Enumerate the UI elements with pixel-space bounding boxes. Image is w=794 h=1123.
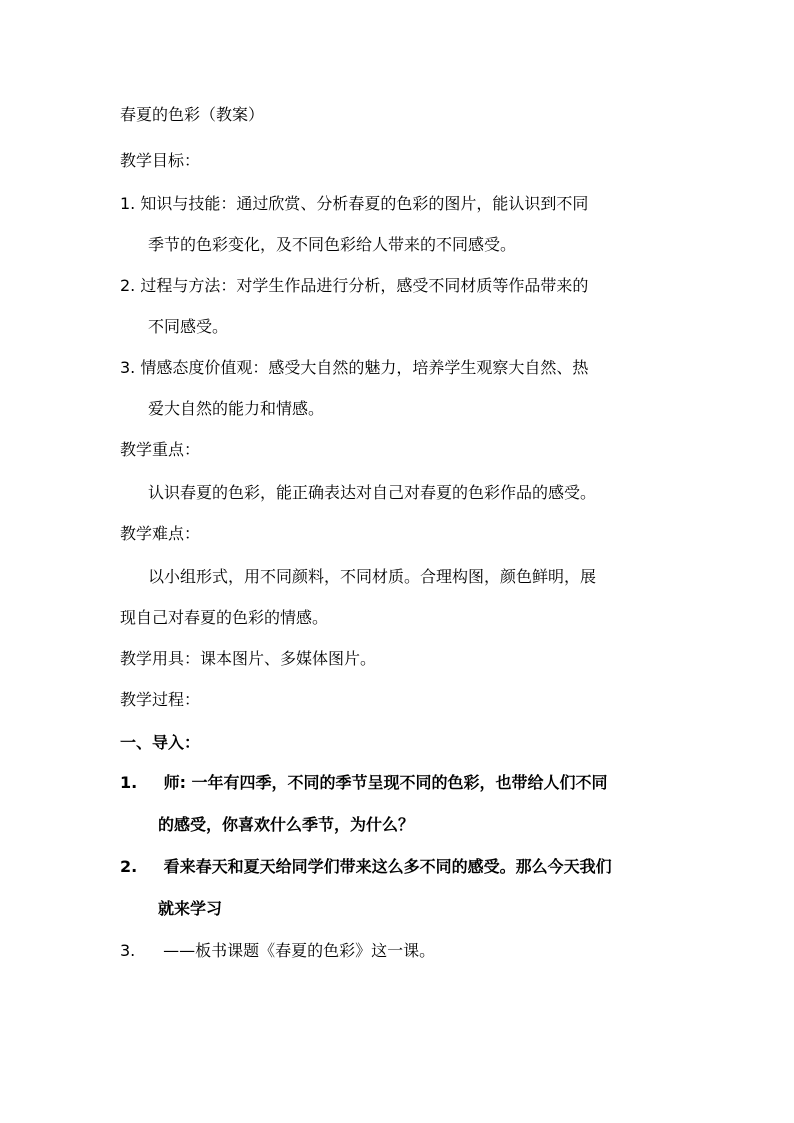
intro-item-2-continued: 就来学习 <box>158 899 223 918</box>
objective-item-3-continued: 爱大自然的能力和情感。 <box>148 399 325 418</box>
objective-number: 3. <box>120 358 136 377</box>
intro-number: 3. <box>120 941 136 960</box>
intro-text: 师: 一年有四季，不同的季节呈现不同的色彩，也带给人们不同 <box>163 773 608 792</box>
key-points-heading: 教学重点： <box>120 440 201 459</box>
intro-number: 2. <box>120 857 138 876</box>
objective-text: 过程与方法：对学生作品进行分析，感受不同材质等作品带来的 <box>140 276 589 295</box>
teaching-tools: 教学用具：课本图片、多媒体图片。 <box>120 649 377 668</box>
process-heading: 教学过程： <box>120 690 201 709</box>
intro-item-1-continued: 的感受，你喜欢什么季节，为什么？ <box>158 815 415 834</box>
difficulties-text: 以小组形式，用不同颜料，不同材质。合理构图，颜色鲜明，展 <box>148 567 597 586</box>
intro-item-1 <box>120 773 608 793</box>
objectives-heading: 教学目标： <box>120 151 201 170</box>
key-points-text: 认识春夏的色彩，能正确表达对自己对春夏的色彩作品的感受。 <box>148 483 597 502</box>
objective-number: 1. <box>120 194 136 213</box>
objective-text: 情感态度价值观：感受大自然的魅力，培养学生观察大自然、热 <box>140 358 589 377</box>
intro-text: ——板书课题《春夏的色彩》这一课。 <box>163 941 436 960</box>
document-title: 春夏的色彩（教案） <box>120 105 265 124</box>
intro-number: 1. <box>120 773 138 792</box>
objective-item-2 <box>120 276 588 296</box>
objective-item-1-continued: 季节的色彩变化，及不同色彩给人带来的不同感受。 <box>148 235 517 254</box>
intro-item-3 <box>120 941 435 961</box>
intro-text: 看来春天和夏天给同学们带来这么多不同的感受。那么今天我们 <box>163 857 612 876</box>
objective-item-3 <box>120 358 588 378</box>
objective-item-1 <box>120 194 588 214</box>
objective-item-2-continued: 不同感受。 <box>148 317 229 336</box>
objective-text: 知识与技能：通过欣赏、分析春夏的色彩的图片，能认识到不同 <box>140 194 589 213</box>
difficulties-heading: 教学难点： <box>120 524 201 543</box>
difficulties-text-continued: 现自己对春夏的色彩的情感。 <box>120 608 329 627</box>
objective-number: 2. <box>120 276 136 295</box>
intro-item-2 <box>120 857 612 877</box>
intro-heading: 一、导入： <box>120 733 201 752</box>
